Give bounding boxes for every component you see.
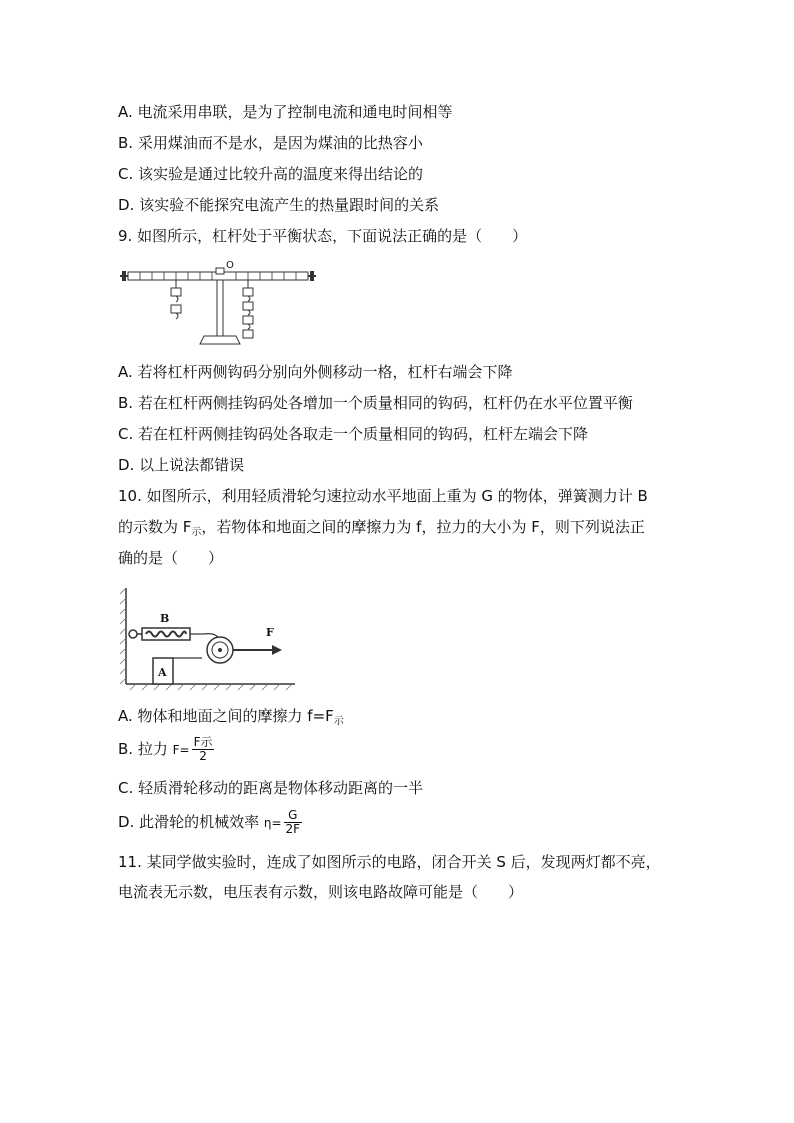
- lever-figure: [118, 258, 318, 350]
- q10-stem-line2-sub: 示: [191, 527, 202, 538]
- q10-option-a: [118, 706, 344, 732]
- q11-stem-line1: 11. 某同学做实验时，连成了如图所示的电路，闭合开关 S 后，发现两灯都不亮，: [118, 853, 661, 871]
- q10-option-a-sub: 示: [333, 716, 344, 727]
- q9-stem: 9. 如图所示，杠杆处于平衡状态，下面说法正确的是（ ）: [118, 227, 528, 245]
- fraction-denominator: 2F: [285, 822, 301, 836]
- q8-option-b: B. 采用煤油而不是水，是因为煤油的比热容小: [118, 134, 423, 152]
- q8-option-d: D. 该实验不能探究电流产生的热量跟时间的关系: [118, 196, 440, 214]
- fraction-numerator: G: [284, 809, 303, 823]
- q10-option-a-text: A. 物体和地面之间的摩擦力 f=F: [118, 707, 334, 725]
- block-label: A: [158, 666, 167, 679]
- q10-option-d-text: D. 此滑轮的机械效率: [118, 813, 264, 831]
- q8-option-c: C. 该实验是通过比较升高的温度来得出结论的: [118, 165, 424, 183]
- q10-option-d-lhs: η=: [263, 816, 282, 830]
- q8-option-a: A. 电流采用串联，是为了控制电流和通电时间相等: [118, 103, 453, 121]
- pulley-figure: [120, 588, 300, 690]
- spring-scale-label: B: [160, 612, 170, 625]
- q10-stem-line2-pre: 的示数为 F: [118, 518, 192, 536]
- q10-option-b-fraction: [192, 736, 215, 763]
- q9-option-a: A. 若将杠杆两侧钩码分别向外侧移动一格，杠杆右端会下降: [118, 363, 513, 381]
- lever-pivot-label: O: [226, 260, 234, 271]
- q9-option-c: C. 若在杠杆两侧挂钩码处各取走一个质量相同的钩码，杠杆左端会下降: [118, 425, 589, 443]
- q10-option-b-lhs: F=: [172, 743, 190, 757]
- force-label: F: [266, 626, 274, 639]
- q10-option-d: [118, 806, 302, 839]
- q10-option-b-text: B. 拉力: [118, 740, 173, 758]
- q10-option-d-fraction: [284, 809, 303, 836]
- q10-option-c: C. 轻质滑轮移动的距离是物体移动距离的一半: [118, 779, 424, 797]
- q10-option-b: [118, 733, 214, 766]
- q9-option-d: D. 以上说法都错误: [118, 456, 245, 474]
- q10-stem-line2-post: ，若物体和地面之间的摩擦力为 f，拉力的大小为 F，则下列说法正: [201, 518, 645, 536]
- q9-option-b: B. 若在杠杆两侧挂钩码处各增加一个质量相同的钩码，杠杆仍在水平位置平衡: [118, 394, 633, 412]
- q10-stem-line1: 10. 如图所示，利用轻质滑轮匀速拉动水平地面上重为 G 的物体，弹簧测力计 B: [118, 487, 648, 505]
- q10-stem-line3: 确的是（ ）: [118, 549, 224, 567]
- q10-stem-line2: [118, 517, 645, 543]
- q11-stem-line2: 电流表无示数，电压表有示数，则该电路故障可能是（ ）: [118, 883, 524, 901]
- fraction-numerator: F示: [193, 735, 213, 749]
- fraction-denominator: 2: [199, 749, 207, 763]
